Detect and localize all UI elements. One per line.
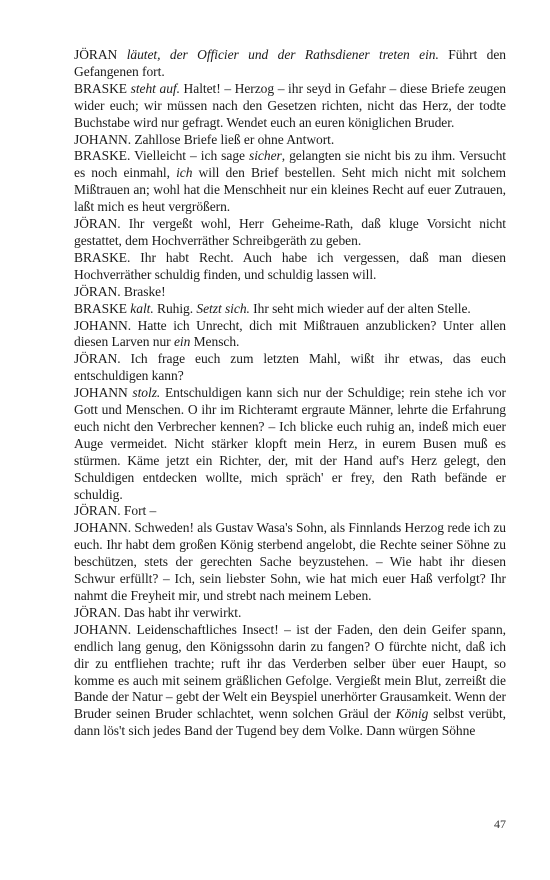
page-number: 47	[494, 817, 506, 831]
paragraph: BRASKE. Vielleicht – ich sage sicher, gelangten sie nicht bis zu ihm. Versucht es noch einmahl, ich will den Brief bestellen. Seht mich nicht mit solchem Mißtrauen an; wohl hat die Menschheit nur ein kleines Recht auf euer Zutrauen, laßt mich es heut vergrößern.	[74, 148, 507, 215]
stage-direction: ich	[176, 165, 193, 181]
stage-direction: kalt.	[130, 300, 154, 316]
stage-direction: sicher	[249, 148, 282, 164]
paragraph: JÖRAN. Das habt ihr verwirkt.	[74, 604, 242, 620]
stage-direction: stolz.	[132, 385, 161, 401]
paragraph: BRASKE. Ihr habt Recht. Auch habe ich vergessen, daß man diesen Hochverräther schuldig finden, und schuldig lassen will.	[74, 249, 506, 282]
stage-direction: ein	[173, 334, 191, 350]
paragraph: JOHANN. Leidenschaftliches Insect! – ist der Faden, den dein Geifer spann, endlich lang genug, den Königssohn darin zu fangen? O fürchte nicht, daß ich dir zu entfliehen trachte; ruft ihr das Verderben selber über euer Haupt, so komme es auch mit seinem gräßlichen Gefolge. Vergießt mein Blut, zerreißt die Bande der Natur – gebt der Welt ein Beyspiel unerhörter Grausamkeit. Wenn der Bruder seinen Bruder schlachtet, wenn solchen Gräul der König selbst verübt, dann lös't sich jedes Band der Tugend bey dem Volke. Dann würgen Söhne	[74, 621, 507, 739]
paragraph: JÖRAN läutet, der Officier und der Rathsdiener treten ein. Führt den Gefangenen fort.	[74, 47, 506, 79]
stage-direction: steht auf.	[130, 80, 180, 96]
stage-direction: läutet, der Officier und der Rathsdiener treten ein.	[126, 47, 439, 62]
paragraph: JOHANN stolz. Entschuldigen kann sich nur der Schuldige; rein stehe ich vor Gott und Menschen. O ihr im Richteramt ergraute Männer, lehrte die Erfahrung euch nicht den Verbrecher kennen? – Ich blicke euch ruhig an, indeß mich euer Auge vermeidet. Nicht stärker klopft mein Herz, in eurem Busen muß es stürmen. Käme jetzt ein Richter, der, mit der Hand auf's Herz gelegt, den Schuldigen entdecken wollte, mich spräch' er frey, den Rath befände er schuldig.	[74, 385, 506, 502]
paragraph: JÖRAN. Fort –	[74, 503, 157, 519]
stage-direction: Setzt sich.	[196, 300, 250, 316]
page-body	[74, 47, 506, 740]
paragraph: JÖRAN. Braske!	[74, 283, 166, 299]
paragraph: JÖRAN. Ihr vergeßt wohl, Herr Geheime-Rath, daß kluge Vorsicht nicht gestattet, dem Hochverräther Schreibgeräth zu geben.	[74, 216, 506, 248]
paragraph: BRASKE kalt. Ruhig. Setzt sich. Ihr seht mich wieder auf der alten Stelle.	[74, 300, 471, 316]
stage-direction: König	[395, 706, 429, 722]
paragraph: JOHANN. Hatte ich Unrecht, dich mit Mißtrauen anzublicken? Unter allen diesen Larven nur ein Mensch.	[74, 317, 506, 350]
paragraph: JOHANN. Zahllose Briefe ließ er ohne Antwort.	[74, 131, 335, 147]
paragraph: BRASKE steht auf. Haltet! – Herzog – ihr seyd in Gefahr – diese Briefe zeugen wider euch; wir müssen nach den Gesetzen richten, nicht das Herz, der todte Buchstabe wird nur gefragt. Wendet euch an euren königlichen Bruder.	[74, 80, 507, 130]
paragraph: JOHANN. Schweden! als Gustav Wasa's Sohn, als Finnlands Herzog rede ich zu euch. Ihr habt dem großen König sterbend angelobt, die Rechte seiner Söhne zu beschützen, stets der gerechten Sache beyzustehen. – Wie habt ihr diesen Schwur erfüllt? – Ich, sein liebster Sohn, wie hat mich euer Haß verfolgt? Ihr nahmt die Freyheit mir, und strebt nach meinem Leben.	[74, 520, 506, 603]
paragraph: JÖRAN. Ich frage euch zum letzten Mahl, wißt ihr etwas, das euch entschuldigen kann?	[74, 351, 506, 384]
